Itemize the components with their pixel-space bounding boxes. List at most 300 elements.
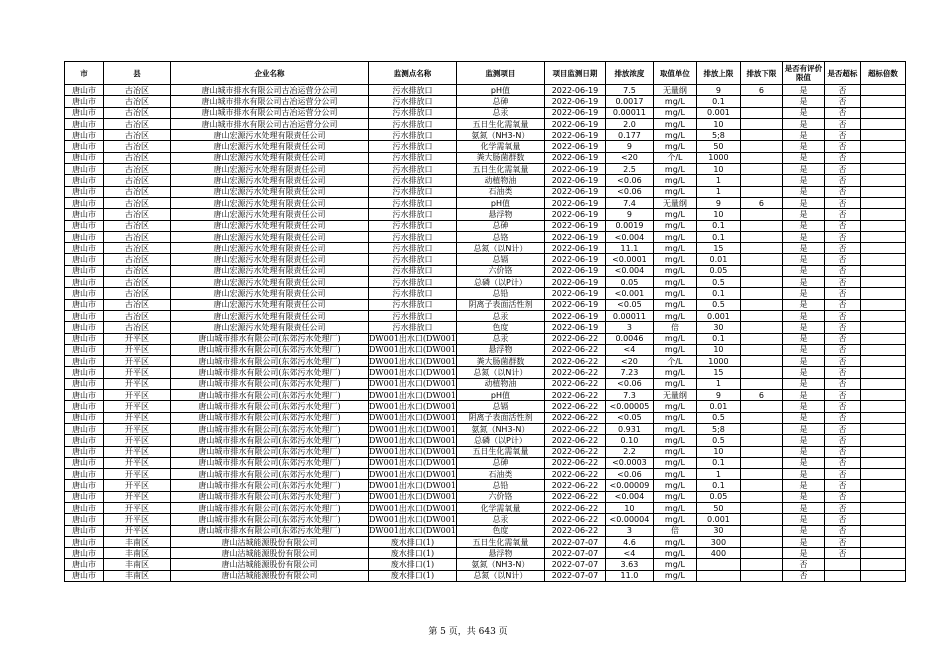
header-monitoring-item: 监测项目 (456, 62, 544, 85)
cell-company: 唐山宏源污水处理有限责任公司 (171, 186, 369, 197)
cell-date: 2022-06-19 (544, 288, 605, 299)
cell-monitoring-point: 污水排放口 (369, 85, 457, 96)
cell-upper-limit: 1 (696, 186, 740, 197)
cell-upper-limit: 10 (696, 118, 740, 129)
table-row (65, 491, 906, 502)
header-monitoring-point: 监测点名称 (369, 62, 457, 85)
cell-concentration: 4.6 (605, 536, 653, 547)
cell-has-limit: 是 (782, 322, 824, 333)
cell-concentration: <0.06 (605, 469, 653, 480)
cell-unit: 无量纲 (653, 197, 696, 208)
cell-company: 唐山宏源污水处理有限责任公司 (171, 299, 369, 310)
cell-company: 唐山宏源污水处理有限责任公司 (171, 265, 369, 276)
cell-monitoring-point: 污水排放口 (369, 265, 457, 276)
header-unit: 取值单位 (653, 62, 696, 85)
cell-date: 2022-06-22 (544, 401, 605, 412)
cell-unit: mg/L (653, 175, 696, 186)
cell-monitoring-point: 污水排放口 (369, 209, 457, 220)
table-row (65, 288, 906, 299)
cell-lower-limit (740, 164, 782, 175)
cell-concentration: 2.5 (605, 164, 653, 175)
cell-date: 2022-06-22 (544, 435, 605, 446)
cell-has-limit: 是 (782, 344, 824, 355)
cell-company: 唐山城市排水有限公司(东郊污水处理厂) (171, 356, 369, 367)
cell-lower-limit (740, 254, 782, 265)
header-has-limit: 是否有评价限值 (782, 62, 824, 85)
cell-has-limit: 是 (782, 85, 824, 96)
table-row (65, 220, 906, 231)
cell-monitoring-point: DW001出水口(DW001 (369, 413, 456, 423)
cell-lower-limit (740, 457, 782, 468)
cell-exceed-multiple (860, 175, 905, 186)
cell-unit: mg/L (653, 254, 696, 265)
cell-upper-limit: 1 (696, 175, 740, 186)
cell-lower-limit (740, 231, 782, 242)
cell-monitoring-item: 五日生化需氧量 (456, 164, 544, 175)
cell-monitoring-point: 污水排放口 (369, 243, 457, 254)
table-row (65, 570, 906, 581)
header-company: 企业名称 (171, 62, 369, 85)
cell-unit: mg/L (653, 265, 696, 276)
cell-concentration: <0.001 (605, 288, 653, 299)
cell-monitoring-point: DW001出水口(DW001 (369, 368, 456, 378)
cell-lower-limit (740, 559, 782, 570)
cell-unit: mg/L (653, 344, 696, 355)
cell-monitoring-item: 总砷 (456, 96, 544, 107)
cell-concentration: 0.05 (605, 277, 653, 288)
cell-has-limit: 是 (782, 367, 824, 378)
table-row (65, 423, 906, 434)
cell-county: 古冶区 (104, 107, 171, 118)
cell-monitoring-item: 动植物油 (456, 378, 544, 389)
cell-lower-limit (740, 220, 782, 231)
cell-monitoring-point: DW001出水口(DW001 (369, 345, 456, 355)
cell-exceeded: 否 (824, 435, 860, 446)
cell-monitoring-point: 废水排口(1) (369, 570, 457, 581)
cell-date: 2022-07-07 (544, 559, 605, 570)
table-row (65, 277, 906, 288)
cell-concentration: 0.931 (605, 423, 653, 434)
cell-monitoring-item: 五日生化需氧量 (456, 536, 544, 547)
table-row (65, 502, 906, 513)
cell-date: 2022-06-22 (544, 367, 605, 378)
cell-county: 开平区 (104, 412, 171, 423)
cell-exceeded: 否 (824, 491, 860, 502)
cell-company: 唐山宏源污水处理有限责任公司 (171, 322, 369, 333)
cell-exceed-multiple (860, 243, 905, 254)
cell-exceeded: 否 (824, 322, 860, 333)
cell-exceed-multiple (860, 118, 905, 129)
cell-exceed-multiple (860, 197, 905, 208)
cell-exceed-multiple (860, 536, 905, 547)
cell-company: 唐山城市排水有限公司(东郊污水处理厂) (171, 480, 369, 491)
cell-lower-limit (740, 469, 782, 480)
cell-company: 唐山城市排水有限公司(东郊污水处理厂) (171, 457, 369, 468)
cell-exceed-multiple (860, 209, 905, 220)
cell-has-limit: 是 (782, 254, 824, 265)
cell-exceeded: 否 (824, 536, 860, 547)
cell-has-limit: 是 (782, 231, 824, 242)
table-row (65, 356, 906, 367)
table-row (65, 412, 906, 423)
table-row (65, 548, 906, 559)
cell-unit: mg/L (653, 502, 696, 513)
cell-monitoring-item: 色度 (456, 322, 544, 333)
cell-monitoring-item: 悬浮物 (456, 548, 544, 559)
cell-has-limit: 是 (782, 96, 824, 107)
cell-company: 唐山沽城能源股份有限公司 (171, 570, 369, 581)
cell-has-limit: 是 (782, 469, 824, 480)
cell-county: 古冶区 (104, 277, 171, 288)
cell-exceed-multiple (860, 367, 905, 378)
cell-monitoring-item: 总砷 (456, 220, 544, 231)
table-row (65, 85, 906, 96)
cell-monitoring-item: 总砷 (456, 457, 544, 468)
cell-city: 唐山市 (65, 96, 104, 107)
cell-has-limit: 是 (782, 446, 824, 457)
cell-city: 唐山市 (65, 457, 104, 468)
cell-county: 开平区 (104, 480, 171, 491)
cell-has-limit: 是 (782, 265, 824, 276)
cell-date: 2022-06-19 (544, 85, 605, 96)
cell-monitoring-item: pH值 (456, 390, 544, 401)
table-row (65, 186, 906, 197)
cell-exceed-multiple (860, 548, 905, 559)
cell-company: 唐山宏源污水处理有限责任公司 (171, 254, 369, 265)
cell-unit: mg/L (653, 401, 696, 412)
cell-exceeded: 否 (824, 254, 860, 265)
cell-concentration: 0.0046 (605, 333, 653, 344)
cell-unit: mg/L (653, 243, 696, 254)
cell-county: 开平区 (104, 423, 171, 434)
cell-city: 唐山市 (65, 423, 104, 434)
cell-upper-limit: 0.001 (696, 514, 740, 525)
cell-date: 2022-06-19 (544, 299, 605, 310)
cell-county: 开平区 (104, 435, 171, 446)
cell-unit: mg/L (653, 457, 696, 468)
cell-concentration: 2.2 (605, 446, 653, 457)
cell-county: 开平区 (104, 401, 171, 412)
cell-upper-limit: 10 (696, 209, 740, 220)
cell-concentration: 3.63 (605, 559, 653, 570)
cell-exceeded: 否 (824, 152, 860, 163)
cell-monitoring-item: 悬浮物 (456, 344, 544, 355)
cell-has-limit: 是 (782, 412, 824, 423)
cell-city: 唐山市 (65, 480, 104, 491)
cell-city: 唐山市 (65, 502, 104, 513)
cell-date: 2022-06-22 (544, 480, 605, 491)
cell-unit: mg/L (653, 423, 696, 434)
cell-monitoring-point: DW001出水口(DW001 (369, 435, 456, 445)
cell-monitoring-point: DW001出水口(DW001 (369, 481, 456, 491)
cell-upper-limit: 10 (696, 164, 740, 175)
cell-county: 丰南区 (104, 536, 171, 547)
table-row (65, 536, 906, 547)
cell-lower-limit (740, 548, 782, 559)
cell-upper-limit: 0.5 (696, 277, 740, 288)
cell-monitoring-point: 废水排口(1) (369, 559, 457, 570)
cell-city: 唐山市 (65, 322, 104, 333)
cell-company: 唐山宏源污水处理有限责任公司 (171, 197, 369, 208)
cell-company: 唐山沽城能源股份有限公司 (171, 559, 369, 570)
cell-date: 2022-06-19 (544, 164, 605, 175)
cell-county: 古冶区 (104, 254, 171, 265)
cell-monitoring-point: 污水排放口 (369, 152, 457, 163)
cell-company: 唐山宏源污水处理有限责任公司 (171, 220, 369, 231)
cell-city: 唐山市 (65, 118, 104, 129)
cell-exceed-multiple (860, 356, 905, 367)
cell-lower-limit (740, 175, 782, 186)
cell-concentration: 11.0 (605, 570, 653, 581)
cell-has-limit: 是 (782, 141, 824, 152)
cell-concentration: 7.4 (605, 197, 653, 208)
cell-monitoring-item: 总氮（以N计） (456, 243, 544, 254)
cell-date: 2022-06-22 (544, 344, 605, 355)
cell-monitoring-point: 污水排放口 (369, 130, 457, 141)
cell-county: 古冶区 (104, 85, 171, 96)
cell-upper-limit: 10 (696, 344, 740, 355)
cell-county: 古冶区 (104, 141, 171, 152)
cell-exceed-multiple (860, 344, 905, 355)
cell-has-limit: 是 (782, 491, 824, 502)
cell-city: 唐山市 (65, 164, 104, 175)
cell-county: 古冶区 (104, 130, 171, 141)
table-row (65, 480, 906, 491)
cell-date: 2022-06-22 (544, 469, 605, 480)
cell-exceeded: 否 (824, 277, 860, 288)
cell-exceeded: 否 (824, 107, 860, 118)
cell-upper-limit: 0.1 (696, 457, 740, 468)
cell-upper-limit: 1000 (696, 152, 740, 163)
cell-lower-limit (740, 378, 782, 389)
cell-city: 唐山市 (65, 107, 104, 118)
cell-concentration: 0.00011 (605, 107, 653, 118)
cell-monitoring-point: DW001出水口(DW001 (369, 469, 456, 479)
cell-city: 唐山市 (65, 548, 104, 559)
cell-concentration: 0.10 (605, 435, 653, 446)
cell-city: 唐山市 (65, 435, 104, 446)
cell-monitoring-item: pH值 (456, 197, 544, 208)
cell-date: 2022-06-19 (544, 141, 605, 152)
cell-date: 2022-06-22 (544, 514, 605, 525)
cell-upper-limit: 9 (696, 85, 740, 96)
cell-has-limit: 是 (782, 435, 824, 446)
cell-upper-limit: 400 (696, 548, 740, 559)
cell-exceed-multiple (860, 435, 905, 446)
cell-has-limit: 否 (782, 570, 824, 581)
cell-county: 开平区 (104, 502, 171, 513)
cell-lower-limit (740, 344, 782, 355)
table-row (65, 435, 906, 446)
table-row (65, 367, 906, 378)
cell-exceed-multiple (860, 457, 905, 468)
cell-monitoring-item: 色度 (456, 525, 544, 536)
cell-date: 2022-06-19 (544, 322, 605, 333)
cell-monitoring-item: 总镉 (456, 254, 544, 265)
cell-exceeded: 否 (824, 401, 860, 412)
cell-exceeded: 否 (824, 548, 860, 559)
cell-exceed-multiple (860, 514, 905, 525)
cell-lower-limit (740, 243, 782, 254)
cell-has-limit: 是 (782, 164, 824, 175)
header-upper-limit: 排放上限 (696, 62, 740, 85)
cell-concentration: <0.0003 (605, 457, 653, 468)
cell-has-limit: 是 (782, 152, 824, 163)
table-body (65, 85, 906, 582)
cell-exceed-multiple (860, 277, 905, 288)
cell-date: 2022-06-22 (544, 390, 605, 401)
cell-monitoring-point: 污水排放口 (369, 107, 457, 118)
cell-lower-limit (740, 96, 782, 107)
cell-has-limit: 是 (782, 209, 824, 220)
cell-exceed-multiple (860, 231, 905, 242)
cell-exceeded: 否 (824, 525, 860, 536)
cell-monitoring-item: 总磷（以P计） (456, 435, 544, 446)
table-row (65, 265, 906, 276)
cell-lower-limit (740, 423, 782, 434)
cell-concentration: <0.004 (605, 491, 653, 502)
cell-has-limit: 是 (782, 107, 824, 118)
cell-unit: mg/L (653, 378, 696, 389)
cell-concentration: 2.0 (605, 118, 653, 129)
cell-monitoring-item: 阴离子表面活性剂 (456, 299, 544, 310)
cell-date: 2022-06-22 (544, 333, 605, 344)
cell-exceeded: 否 (824, 186, 860, 197)
cell-lower-limit (740, 277, 782, 288)
cell-county: 古冶区 (104, 231, 171, 242)
cell-concentration: <0.06 (605, 186, 653, 197)
cell-exceed-multiple (860, 423, 905, 434)
cell-lower-limit (740, 299, 782, 310)
cell-unit: mg/L (653, 130, 696, 141)
cell-concentration: 3 (605, 525, 653, 536)
cell-county: 古冶区 (104, 152, 171, 163)
cell-city: 唐山市 (65, 412, 104, 423)
cell-upper-limit: 0.01 (696, 401, 740, 412)
cell-unit: 倍 (653, 322, 696, 333)
cell-has-limit: 是 (782, 288, 824, 299)
cell-company: 唐山城市排水有限公司(东郊污水处理厂) (171, 446, 369, 457)
cell-upper-limit: 0.5 (696, 412, 740, 423)
cell-lower-limit: 6 (740, 390, 782, 401)
cell-date: 2022-06-22 (544, 412, 605, 423)
cell-exceed-multiple (860, 570, 905, 581)
cell-lower-limit (740, 514, 782, 525)
table-row (65, 209, 906, 220)
cell-exceeded: 否 (824, 96, 860, 107)
cell-company: 唐山宏源污水处理有限责任公司 (171, 175, 369, 186)
cell-company: 唐山城市排水有限公司(东郊污水处理厂) (171, 491, 369, 502)
cell-company: 唐山宏源污水处理有限责任公司 (171, 277, 369, 288)
cell-county: 丰南区 (104, 548, 171, 559)
cell-company: 唐山城市排水有限公司(东郊污水处理厂) (171, 401, 369, 412)
cell-exceed-multiple (860, 220, 905, 231)
cell-company: 唐山沽城能源股份有限公司 (171, 548, 369, 559)
cell-exceeded: 否 (824, 141, 860, 152)
cell-exceeded: 否 (824, 333, 860, 344)
cell-city: 唐山市 (65, 514, 104, 525)
cell-date: 2022-06-19 (544, 243, 605, 254)
cell-date: 2022-06-19 (544, 277, 605, 288)
table-row (65, 254, 906, 265)
header-concentration: 排放浓度 (605, 62, 653, 85)
cell-upper-limit: 5;8 (696, 130, 740, 141)
table-row (65, 243, 906, 254)
cell-concentration: <0.05 (605, 299, 653, 310)
cell-county: 古冶区 (104, 197, 171, 208)
cell-lower-limit (740, 446, 782, 457)
cell-county: 开平区 (104, 457, 171, 468)
cell-lower-limit (740, 130, 782, 141)
cell-monitoring-point: DW001出水口(DW001 (369, 356, 456, 366)
cell-monitoring-item: 总铅 (456, 480, 544, 491)
cell-exceed-multiple (860, 254, 905, 265)
cell-upper-limit: 50 (696, 502, 740, 513)
cell-lower-limit: 6 (740, 197, 782, 208)
table-row (65, 514, 906, 525)
cell-has-limit: 是 (782, 310, 824, 321)
cell-unit: 倍 (653, 525, 696, 536)
cell-company: 唐山城市排水有限公司(东郊污水处理厂) (171, 412, 369, 423)
cell-upper-limit: 9 (696, 197, 740, 208)
cell-monitoring-point: 污水排放口 (369, 254, 457, 265)
cell-date: 2022-06-19 (544, 265, 605, 276)
cell-exceeded (824, 570, 860, 581)
cell-exceeded: 否 (824, 209, 860, 220)
cell-exceed-multiple (860, 333, 905, 344)
cell-lower-limit (740, 107, 782, 118)
cell-county: 开平区 (104, 378, 171, 389)
cell-concentration: <4 (605, 344, 653, 355)
cell-exceed-multiple (860, 401, 905, 412)
cell-exceed-multiple (860, 96, 905, 107)
cell-date: 2022-06-19 (544, 186, 605, 197)
cell-company: 唐山城市排水有限公司(东郊污水处理厂) (171, 423, 369, 434)
cell-exceed-multiple (860, 469, 905, 480)
cell-unit: mg/L (653, 164, 696, 175)
cell-lower-limit (740, 356, 782, 367)
cell-county: 古冶区 (104, 322, 171, 333)
cell-exceeded: 否 (824, 288, 860, 299)
cell-county: 丰南区 (104, 559, 171, 570)
cell-concentration: <0.00009 (605, 480, 653, 491)
cell-monitoring-point: DW001出水口(DW001 (369, 492, 456, 502)
cell-lower-limit (740, 152, 782, 163)
cell-upper-limit: 1 (696, 378, 740, 389)
cell-company: 唐山城市排水有限公司古冶运营分公司 (171, 118, 369, 129)
cell-monitoring-item: 总汞 (456, 107, 544, 118)
cell-upper-limit: 0.05 (696, 491, 740, 502)
cell-upper-limit: 15 (696, 243, 740, 254)
table-row (65, 378, 906, 389)
cell-concentration: <4 (605, 548, 653, 559)
cell-date: 2022-06-19 (544, 231, 605, 242)
cell-monitoring-item: 阴离子表面活性剂 (456, 412, 544, 423)
cell-concentration: 0.0017 (605, 96, 653, 107)
cell-city: 唐山市 (65, 299, 104, 310)
cell-has-limit: 是 (782, 525, 824, 536)
cell-unit: mg/L (653, 367, 696, 378)
cell-concentration: 7.3 (605, 390, 653, 401)
cell-upper-limit: 0.1 (696, 480, 740, 491)
cell-city: 唐山市 (65, 559, 104, 570)
cell-exceeded: 否 (824, 310, 860, 321)
cell-monitoring-point: 污水排放口 (369, 96, 457, 107)
cell-upper-limit: 0.01 (696, 254, 740, 265)
cell-monitoring-point: 污水排放口 (369, 299, 457, 310)
cell-unit: mg/L (653, 435, 696, 446)
cell-monitoring-point: DW001出水口(DW001 (369, 390, 456, 400)
